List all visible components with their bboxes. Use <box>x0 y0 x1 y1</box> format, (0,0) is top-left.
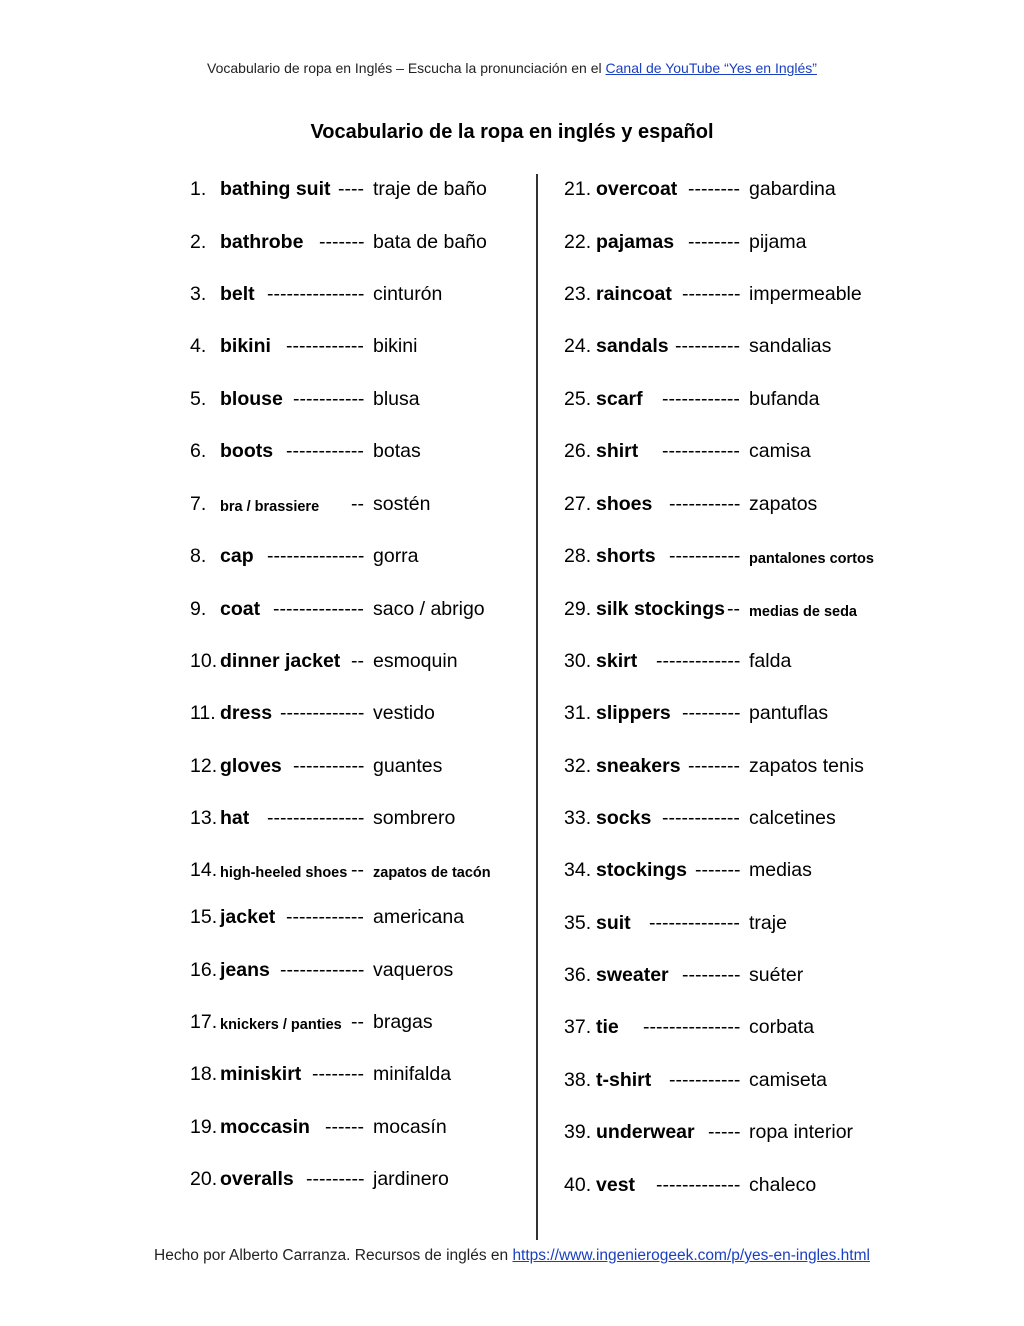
dash-separator: ------------- <box>656 650 741 672</box>
item-number: 27. <box>564 493 592 515</box>
item-number: 12. <box>190 755 218 777</box>
item-number: 16. <box>190 959 218 981</box>
spanish-translation: medias de seda <box>749 604 857 620</box>
dash-separator: -------- <box>688 755 740 777</box>
spanish-translation: pijama <box>749 231 807 253</box>
spanish-translation: guantes <box>373 755 443 777</box>
english-word: blouse <box>220 388 283 410</box>
item-number: 18. <box>190 1063 218 1085</box>
spanish-translation: traje <box>749 912 787 934</box>
dash-separator: --------- <box>682 702 741 724</box>
english-word: cap <box>220 545 254 567</box>
english-word: hat <box>220 807 250 829</box>
spanish-translation: calcetines <box>749 807 836 829</box>
dash-separator: -- <box>351 493 364 515</box>
dash-separator: ------- <box>695 859 741 881</box>
item-number: 20. <box>190 1168 218 1190</box>
dash-separator: -------- <box>688 178 740 200</box>
english-word: sandals <box>596 335 669 357</box>
page-footer <box>0 1247 1024 1265</box>
item-number: 32. <box>564 755 592 777</box>
english-word: sneakers <box>596 755 681 777</box>
english-word: pajamas <box>596 231 675 253</box>
spanish-translation: bragas <box>373 1011 433 1033</box>
dash-separator: ------- <box>319 231 365 253</box>
english-word: bathing suit <box>220 178 331 200</box>
item-number: 35. <box>564 912 592 934</box>
item-number: 33. <box>564 807 592 829</box>
spanish-translation: bufanda <box>749 388 820 410</box>
spanish-translation: cinturón <box>373 283 443 305</box>
english-word: skirt <box>596 650 638 672</box>
dash-separator: ------ <box>325 1116 364 1138</box>
dash-separator: -------- <box>688 231 740 253</box>
spanish-translation: zapatos <box>749 493 818 515</box>
spanish-translation: mocasín <box>373 1116 447 1138</box>
dash-separator: -- <box>351 859 364 881</box>
spanish-translation: gabardina <box>749 178 836 200</box>
item-number: 30. <box>564 650 592 672</box>
dash-separator: ----------- <box>669 493 741 515</box>
dash-separator: ------------ <box>662 440 740 462</box>
item-number: 37. <box>564 1016 592 1038</box>
dash-separator: ---------- <box>675 335 740 357</box>
dash-separator: -- <box>351 650 364 672</box>
dash-separator: --------------- <box>267 545 365 567</box>
dash-separator: ------------- <box>280 702 365 724</box>
spanish-translation: camiseta <box>749 1069 828 1091</box>
item-number: 9. <box>190 598 207 620</box>
item-number: 22. <box>564 231 592 253</box>
english-word: suit <box>596 912 631 934</box>
item-number: 34. <box>564 859 592 881</box>
page-header <box>0 60 1024 76</box>
english-word: jeans <box>220 959 270 981</box>
item-number: 3. <box>190 283 207 305</box>
english-word: boots <box>220 440 274 462</box>
item-number: 5. <box>190 388 207 410</box>
spanish-translation: saco / abrigo <box>373 598 485 620</box>
english-word: shorts <box>596 545 656 567</box>
english-word: shirt <box>596 440 639 462</box>
spanish-translation: impermeable <box>749 283 862 305</box>
page-title: Vocabulario de la ropa en inglés y español <box>310 121 714 143</box>
english-word: miniskirt <box>220 1063 302 1085</box>
item-number: 40. <box>564 1174 592 1196</box>
english-word: coat <box>220 598 261 620</box>
english-word: belt <box>220 283 255 305</box>
english-word: tie <box>596 1016 619 1038</box>
dash-separator: ------------ <box>662 388 740 410</box>
dash-separator: ----------- <box>293 388 365 410</box>
item-number: 11. <box>190 702 216 724</box>
spanish-translation: chaleco <box>749 1174 817 1196</box>
dash-separator: ------------- <box>280 959 365 981</box>
english-word: scarf <box>596 388 643 410</box>
footer-text: Hecho por Alberto Carranza. Recursos de inglés en <box>154 1247 513 1264</box>
spanish-translation: ropa interior <box>749 1121 854 1143</box>
dash-separator: ------------ <box>286 906 364 928</box>
english-word: socks <box>596 807 652 829</box>
spanish-translation: americana <box>373 906 465 928</box>
english-word: moccasin <box>220 1116 310 1138</box>
spanish-translation: corbata <box>749 1016 815 1038</box>
spanish-translation: suéter <box>749 964 804 986</box>
spanish-translation: pantuflas <box>749 702 829 724</box>
dash-separator: ------------ <box>286 440 364 462</box>
item-number: 13. <box>190 807 218 829</box>
item-number: 15. <box>190 906 218 928</box>
dash-separator: --------------- <box>267 807 365 829</box>
english-word: overcoat <box>596 178 678 200</box>
dash-separator: -------- <box>312 1063 364 1085</box>
spanish-translation: zapatos de tacón <box>373 865 491 881</box>
item-number: 26. <box>564 440 592 462</box>
youtube-channel-link[interactable]: Canal de YouTube “Yes en Inglés” <box>605 60 817 76</box>
dash-separator: ------------ <box>662 807 740 829</box>
dash-separator: --------------- <box>267 283 365 305</box>
spanish-translation: bikini <box>373 335 418 357</box>
item-number: 28. <box>564 545 592 567</box>
english-word: jacket <box>220 906 276 928</box>
dash-separator: ----------- <box>669 545 741 567</box>
english-word: dinner jacket <box>220 650 341 672</box>
spanish-translation: jardinero <box>373 1168 449 1190</box>
item-number: 24. <box>564 335 592 357</box>
english-word: dress <box>220 702 273 724</box>
item-number: 29. <box>564 598 592 620</box>
english-word: shoes <box>596 493 653 515</box>
header-text: Vocabulario de ropa en Inglés – Escucha la pronunciación en el <box>207 60 606 76</box>
item-number: 6. <box>190 440 207 462</box>
spanish-translation: pantalones cortos <box>749 551 874 567</box>
english-word: bra / brassiere <box>220 499 320 515</box>
dash-separator: ----- <box>708 1121 741 1143</box>
english-word: bathrobe <box>220 231 304 253</box>
item-number: 25. <box>564 388 592 410</box>
item-number: 31. <box>564 702 592 724</box>
dash-separator: ------------ <box>286 335 364 357</box>
spanish-translation: sostén <box>373 493 431 515</box>
english-word: slippers <box>596 702 671 724</box>
spanish-translation: blusa <box>373 388 420 410</box>
english-word: gloves <box>220 755 282 777</box>
dash-separator: ------------- <box>656 1174 741 1196</box>
english-word: bikini <box>220 335 271 357</box>
item-number: 1. <box>190 178 207 200</box>
english-word: vest <box>596 1174 636 1196</box>
spanish-translation: sombrero <box>373 807 456 829</box>
english-word: raincoat <box>596 283 672 305</box>
dash-separator: --------- <box>306 1168 365 1190</box>
item-number: 36. <box>564 964 592 986</box>
spanish-translation: sandalias <box>749 335 832 357</box>
spanish-translation: botas <box>373 440 421 462</box>
dash-separator: -------------- <box>273 598 364 620</box>
resources-link[interactable]: https://www.ingenierogeek.com/p/yes-en-ingles.html <box>512 1247 870 1264</box>
item-number: 4. <box>190 335 207 357</box>
item-number: 10. <box>190 650 218 672</box>
item-number: 21. <box>564 178 592 200</box>
item-number: 23. <box>564 283 592 305</box>
english-word: silk stockings <box>596 598 725 620</box>
item-number: 14. <box>190 859 218 881</box>
spanish-translation: camisa <box>749 440 811 462</box>
dash-separator: -------------- <box>649 912 740 934</box>
english-word: knickers / panties <box>220 1017 342 1033</box>
spanish-translation: falda <box>749 650 792 672</box>
item-number: 39. <box>564 1121 592 1143</box>
dash-separator: -- <box>351 1011 364 1033</box>
spanish-translation: esmoquin <box>373 650 458 672</box>
spanish-translation: vestido <box>373 702 435 724</box>
item-number: 7. <box>190 493 207 515</box>
item-number: 19. <box>190 1116 218 1138</box>
spanish-translation: vaqueros <box>373 959 454 981</box>
spanish-translation: traje de baño <box>373 178 487 200</box>
english-word: stockings <box>596 859 688 881</box>
dash-separator: --------- <box>682 283 741 305</box>
dash-separator: ----------- <box>669 1069 741 1091</box>
english-word: overalls <box>220 1168 294 1190</box>
spanish-translation: gorra <box>373 545 419 567</box>
item-number: 17. <box>190 1011 218 1033</box>
dash-separator: ----------- <box>293 755 365 777</box>
dash-separator: ---- <box>338 178 364 200</box>
spanish-translation: zapatos tenis <box>749 755 864 777</box>
item-number: 38. <box>564 1069 592 1091</box>
item-number: 2. <box>190 231 207 253</box>
spanish-translation: medias <box>749 859 812 881</box>
dash-separator: --------- <box>682 964 741 986</box>
english-word: high-heeled shoes <box>220 865 348 881</box>
english-word: t-shirt <box>596 1069 652 1091</box>
dash-separator: --------------- <box>643 1016 741 1038</box>
column-divider <box>536 174 538 1240</box>
spanish-translation: minifalda <box>373 1063 452 1085</box>
spanish-translation: bata de baño <box>373 231 487 253</box>
english-word: sweater <box>596 964 669 986</box>
english-word: underwear <box>596 1121 695 1143</box>
item-number: 8. <box>190 545 207 567</box>
dash-separator: -- <box>727 598 740 620</box>
